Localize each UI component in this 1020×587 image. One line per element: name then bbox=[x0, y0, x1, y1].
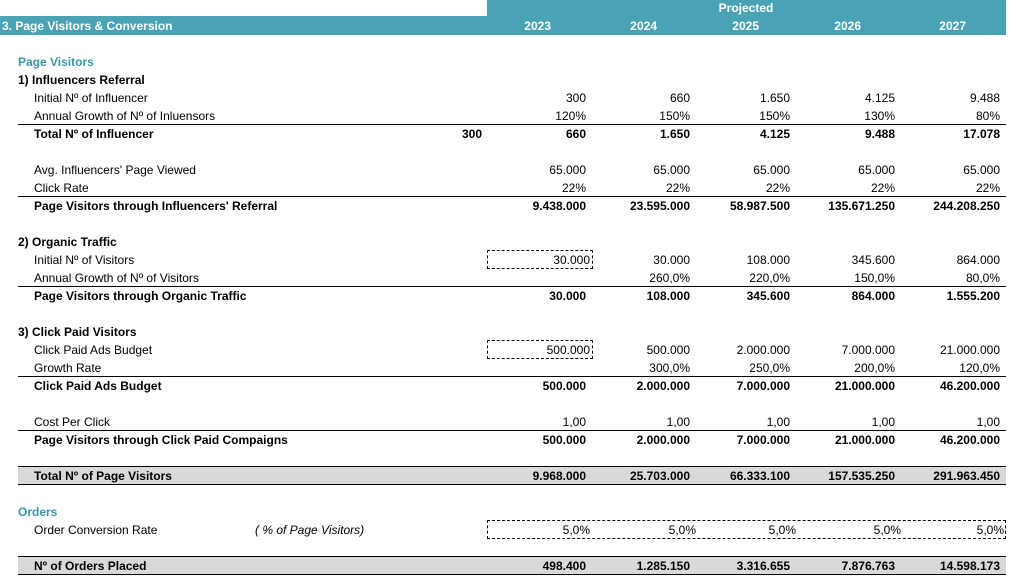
cell-cpc-2023[interactable]: 1,00 bbox=[562, 415, 586, 429]
section-orders: Orders bbox=[18, 505, 58, 519]
cell-click-rate-2023[interactable]: 22% bbox=[561, 181, 586, 195]
cell-growth-visitors-2026[interactable]: 150,0% bbox=[854, 271, 895, 285]
cell-visitors-influencers-2025[interactable]: 58.987.500 bbox=[729, 199, 790, 213]
divider-line bbox=[18, 376, 1006, 377]
cell-total-visitors-2023[interactable]: 9.968.000 bbox=[532, 469, 586, 483]
cell-total-visitors-2026[interactable]: 157.535.250 bbox=[828, 469, 895, 483]
cell-growth-influencer-2027[interactable]: 80% bbox=[975, 109, 1000, 123]
cell-avg-viewed-2024[interactable]: 65.000 bbox=[653, 163, 690, 177]
cell-visitors-organic-2024[interactable]: 108.000 bbox=[646, 289, 690, 303]
conversion-note: ( % of Page Visitors) bbox=[255, 523, 365, 537]
cell-total-influencer-2027[interactable]: 17.078 bbox=[963, 127, 1000, 141]
cell-visitors-organic-2025[interactable]: 345.600 bbox=[746, 289, 790, 303]
cell-conversion-2026[interactable]: 5,0% bbox=[873, 523, 901, 537]
cell-initial-influencer-2025[interactable]: 1.650 bbox=[759, 91, 790, 105]
row-label-visitors-click-paid: Page Visitors through Click Paid Compaigns bbox=[34, 433, 288, 447]
cell-initial-visitors-2027[interactable]: 864.000 bbox=[956, 253, 1000, 267]
subsection-click-paid: 3) Click Paid Visitors bbox=[18, 325, 137, 339]
row-label-initial-influencer: Initial Nº of Influencer bbox=[34, 91, 148, 105]
subsection-influencers: 1) Influencers Referral bbox=[18, 73, 145, 87]
cell-visitors-influencers-2024[interactable]: 23.595.000 bbox=[629, 199, 690, 213]
cell-cpc-2025[interactable]: 1,00 bbox=[766, 415, 790, 429]
row-label-growth-rate: Growth Rate bbox=[34, 361, 102, 375]
cell-visitors-click-paid-2024[interactable]: 2.000.000 bbox=[636, 433, 690, 447]
cell-ads-budget-2024[interactable]: 500.000 bbox=[646, 343, 690, 357]
cell-total-influencer-2024[interactable]: 1.650 bbox=[659, 127, 690, 141]
cell-avg-viewed-2026[interactable]: 65.000 bbox=[858, 163, 895, 177]
cell-growth-visitors-2025[interactable]: 220,0% bbox=[749, 271, 790, 285]
cell-initial-influencer-2027[interactable]: 9.488 bbox=[969, 91, 1000, 105]
cell-orders-placed-2025[interactable]: 3.316.655 bbox=[736, 559, 790, 573]
row-label-conversion: Order Conversion Rate bbox=[34, 523, 158, 537]
year-2025: 2025 bbox=[732, 19, 759, 33]
cell-cpc-2027[interactable]: 1,00 bbox=[976, 415, 1000, 429]
cell-visitors-influencers-2023[interactable]: 9.438.000 bbox=[532, 199, 586, 213]
cell-total-influencer-2023[interactable]: 660 bbox=[565, 127, 586, 141]
subsection-organic: 2) Organic Traffic bbox=[18, 235, 117, 249]
cell-conversion-2023[interactable]: 5,0% bbox=[562, 523, 590, 537]
year-2026: 2026 bbox=[834, 19, 861, 33]
divider-line bbox=[18, 196, 1006, 197]
cell-growth-rate-2027[interactable]: 120,0% bbox=[959, 361, 1000, 375]
row-label-total-influencer: Total Nº of Influencer bbox=[34, 127, 154, 141]
cell-growth-visitors-2027[interactable]: 80,0% bbox=[965, 271, 1000, 285]
cell-growth-influencer-2024[interactable]: 150% bbox=[659, 109, 690, 123]
divider-line bbox=[18, 430, 1006, 431]
cell-orders-placed-2024[interactable]: 1.285.150 bbox=[636, 559, 690, 573]
cell-ads-budget-total-2023[interactable]: 500.000 bbox=[542, 379, 586, 393]
cell-ads-budget-total-2027[interactable]: 46.200.000 bbox=[939, 379, 1000, 393]
cell-avg-viewed-2025[interactable]: 65.000 bbox=[753, 163, 790, 177]
cell-initial-influencer-2023[interactable]: 300 bbox=[565, 91, 586, 105]
cell-visitors-influencers-2027[interactable]: 244.208.250 bbox=[933, 199, 1000, 213]
row-label-growth-visitors: Annual Growth of Nº of Visitors bbox=[34, 271, 199, 285]
cell-cpc-2026[interactable]: 1,00 bbox=[871, 415, 895, 429]
cell-initial-visitors-2025[interactable]: 108.000 bbox=[746, 253, 790, 267]
cell-growth-influencer-2023[interactable]: 120% bbox=[555, 109, 586, 123]
cell-visitors-click-paid-2025[interactable]: 7.000.000 bbox=[736, 433, 790, 447]
cell-visitors-click-paid-2023[interactable]: 500.000 bbox=[542, 433, 586, 447]
cell-cpc-2024[interactable]: 1,00 bbox=[666, 415, 690, 429]
cell-visitors-organic-2023[interactable]: 30.000 bbox=[549, 289, 586, 303]
cell-total-influencer-base[interactable]: 300 bbox=[461, 127, 482, 141]
cell-total-influencer-2026[interactable]: 9.488 bbox=[864, 127, 895, 141]
cell-visitors-organic-2027[interactable]: 1.555.200 bbox=[946, 289, 1000, 303]
cell-conversion-2024[interactable]: 5,0% bbox=[668, 523, 696, 537]
cell-orders-placed-2027[interactable]: 14.598.173 bbox=[939, 559, 1000, 573]
cell-click-rate-2025[interactable]: 22% bbox=[765, 181, 790, 195]
cell-total-visitors-2025[interactable]: 66.333.100 bbox=[729, 469, 790, 483]
cell-growth-influencer-2025[interactable]: 150% bbox=[759, 109, 790, 123]
row-label-initial-visitors: Initial Nº of Visitors bbox=[34, 253, 135, 267]
cell-growth-rate-2026[interactable]: 200,0% bbox=[854, 361, 895, 375]
row-label-avg-viewed: Avg. Influencers' Page Viewed bbox=[34, 163, 196, 177]
cell-visitors-click-paid-2027[interactable]: 46.200.000 bbox=[939, 433, 1000, 447]
cell-total-influencer-2025[interactable]: 4.125 bbox=[759, 127, 790, 141]
row-label-visitors-organic: Page Visitors through Organic Traffic bbox=[34, 289, 247, 303]
cell-orders-placed-2023[interactable]: 498.400 bbox=[542, 559, 586, 573]
cell-ads-budget-2026[interactable]: 7.000.000 bbox=[841, 343, 895, 357]
row-label-visitors-influencers: Page Visitors through Influencers' Referral bbox=[34, 199, 278, 213]
cell-avg-viewed-2023[interactable]: 65.000 bbox=[549, 163, 586, 177]
cell-visitors-click-paid-2026[interactable]: 21.000.000 bbox=[834, 433, 895, 447]
cell-ads-budget-2025[interactable]: 2.000.000 bbox=[736, 343, 790, 357]
cell-avg-viewed-2027[interactable]: 65.000 bbox=[963, 163, 1000, 177]
row-label-total-visitors: Total Nº of Page Visitors bbox=[34, 469, 172, 483]
projected-label: Projected bbox=[718, 1, 774, 15]
cell-click-rate-2024[interactable]: 22% bbox=[665, 181, 690, 195]
divider-line bbox=[18, 124, 1006, 125]
cell-ads-budget-total-2024[interactable]: 2.000.000 bbox=[636, 379, 690, 393]
cell-ads-budget-2027[interactable]: 21.000.000 bbox=[939, 343, 1000, 357]
cell-initial-visitors-2024[interactable]: 30.000 bbox=[653, 253, 690, 267]
section-page-visitors: Page Visitors bbox=[18, 55, 94, 69]
row-label-click-rate: Click Rate bbox=[34, 181, 89, 195]
row-label-cpc: Cost Per Click bbox=[34, 415, 111, 429]
cell-ads-budget-total-2025[interactable]: 7.000.000 bbox=[736, 379, 790, 393]
sheet-title: 3. Page Visitors & Conversion bbox=[2, 19, 173, 33]
cell-initial-influencer-2026[interactable]: 4.125 bbox=[864, 91, 895, 105]
cell-growth-rate-2024[interactable]: 300,0% bbox=[649, 361, 690, 375]
divider-line bbox=[18, 286, 1006, 287]
row-label-ads-budget-total: Click Paid Ads Budget bbox=[34, 379, 162, 393]
cell-ads-budget-total-2026[interactable]: 21.000.000 bbox=[834, 379, 895, 393]
cell-conversion-2027[interactable]: 5,0% bbox=[976, 523, 1004, 537]
cell-visitors-organic-2026[interactable]: 864.000 bbox=[851, 289, 895, 303]
cell-visitors-influencers-2026[interactable]: 135.671.250 bbox=[828, 199, 895, 213]
row-label-ads-budget: Click Paid Ads Budget bbox=[34, 343, 153, 357]
cell-total-visitors-2027[interactable]: 291.963.450 bbox=[933, 469, 1000, 483]
cell-initial-visitors-2023[interactable]: 30.000 bbox=[553, 253, 590, 267]
cell-initial-visitors-2026[interactable]: 345.600 bbox=[851, 253, 895, 267]
cell-orders-placed-2026[interactable]: 7.876.763 bbox=[841, 559, 895, 573]
year-2027: 2027 bbox=[939, 19, 966, 33]
cell-growth-visitors-2024[interactable]: 260,0% bbox=[649, 271, 690, 285]
cell-total-visitors-2024[interactable]: 25.703.000 bbox=[629, 469, 690, 483]
year-2023: 2023 bbox=[524, 19, 551, 33]
cell-click-rate-2026[interactable]: 22% bbox=[870, 181, 895, 195]
row-label-growth-influencer: Annual Growth of Nº of Inluensors bbox=[34, 109, 216, 123]
row-label-orders-placed: Nº of Orders Placed bbox=[34, 559, 147, 573]
cell-growth-rate-2025[interactable]: 250,0% bbox=[749, 361, 790, 375]
cell-initial-influencer-2024[interactable]: 660 bbox=[669, 91, 690, 105]
cell-conversion-2025[interactable]: 5,0% bbox=[768, 523, 796, 537]
cell-click-rate-2027[interactable]: 22% bbox=[975, 181, 1000, 195]
year-2024: 2024 bbox=[630, 19, 657, 33]
cell-growth-influencer-2026[interactable]: 130% bbox=[864, 109, 895, 123]
cell-ads-budget-2023[interactable]: 500.000 bbox=[546, 343, 590, 357]
